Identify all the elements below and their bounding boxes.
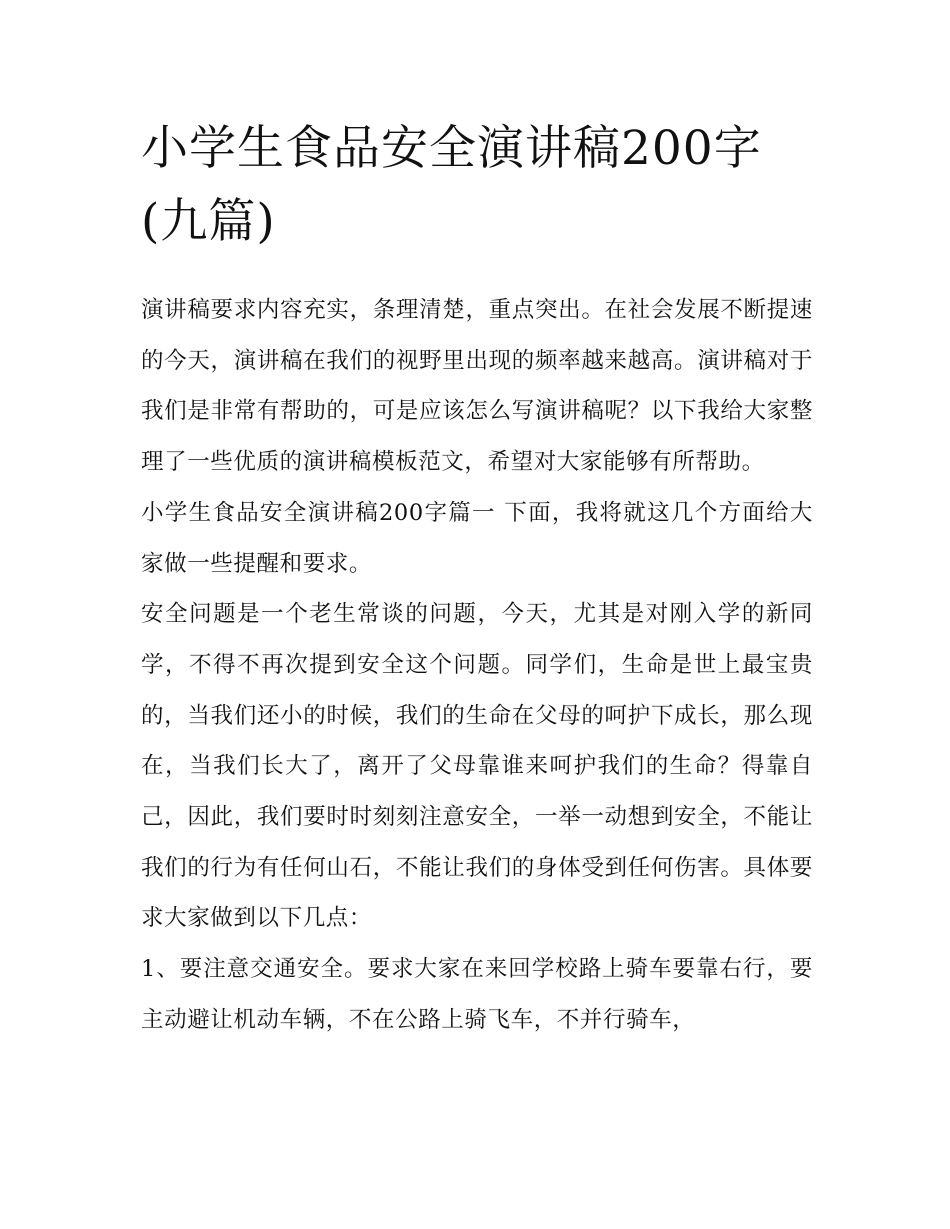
- safety-paragraph: 安全问题是一个老生常谈的问题，今天，尤其是对刚入学的新同学，不得不再次提到安全这个问题。同学们，生命是世上最宝贵的，当我们还小的时候，我们的生命在父母的呵护下成长，那么现在，当我们长大了，离开了父母靠谁来呵护我们的生命？得靠自己，因此，我们要时时刻刻注意安全，一举一动想到安全，不能让我们的行为有任何山石，不能让我们的身体受到任何伤害。具体要求大家做到以下几点：: [141, 601, 813, 932]
- document-body: [141, 285, 813, 1046]
- intro-paragraph: 演讲稿要求内容充实，条理清楚，重点突出。在社会发展不断提速的今天，演讲稿在我们的视野里出现的频率越来越高。演讲稿对于我们是非常有帮助的，可是应该怎么写演讲稿呢？以下我给大家整理了一些优质的演讲稿模板范文，希望对大家能够有所帮助。: [141, 297, 813, 476]
- section-heading-paragraph: 小学生食品安全演讲稿200字篇一 下面，我将就这几个方面给大家做一些提醒和要求。: [141, 499, 813, 577]
- traffic-safety-paragraph: 1、要注意交通安全。要求大家在来回学校路上骑车要靠右行，要主动避让机动车辆，不在公路上骑飞车，不并行骑车，: [141, 956, 813, 1033]
- document-page: [141, 112, 813, 1046]
- document-title: 小学生食品安全演讲稿200字(九篇): [141, 121, 762, 249]
